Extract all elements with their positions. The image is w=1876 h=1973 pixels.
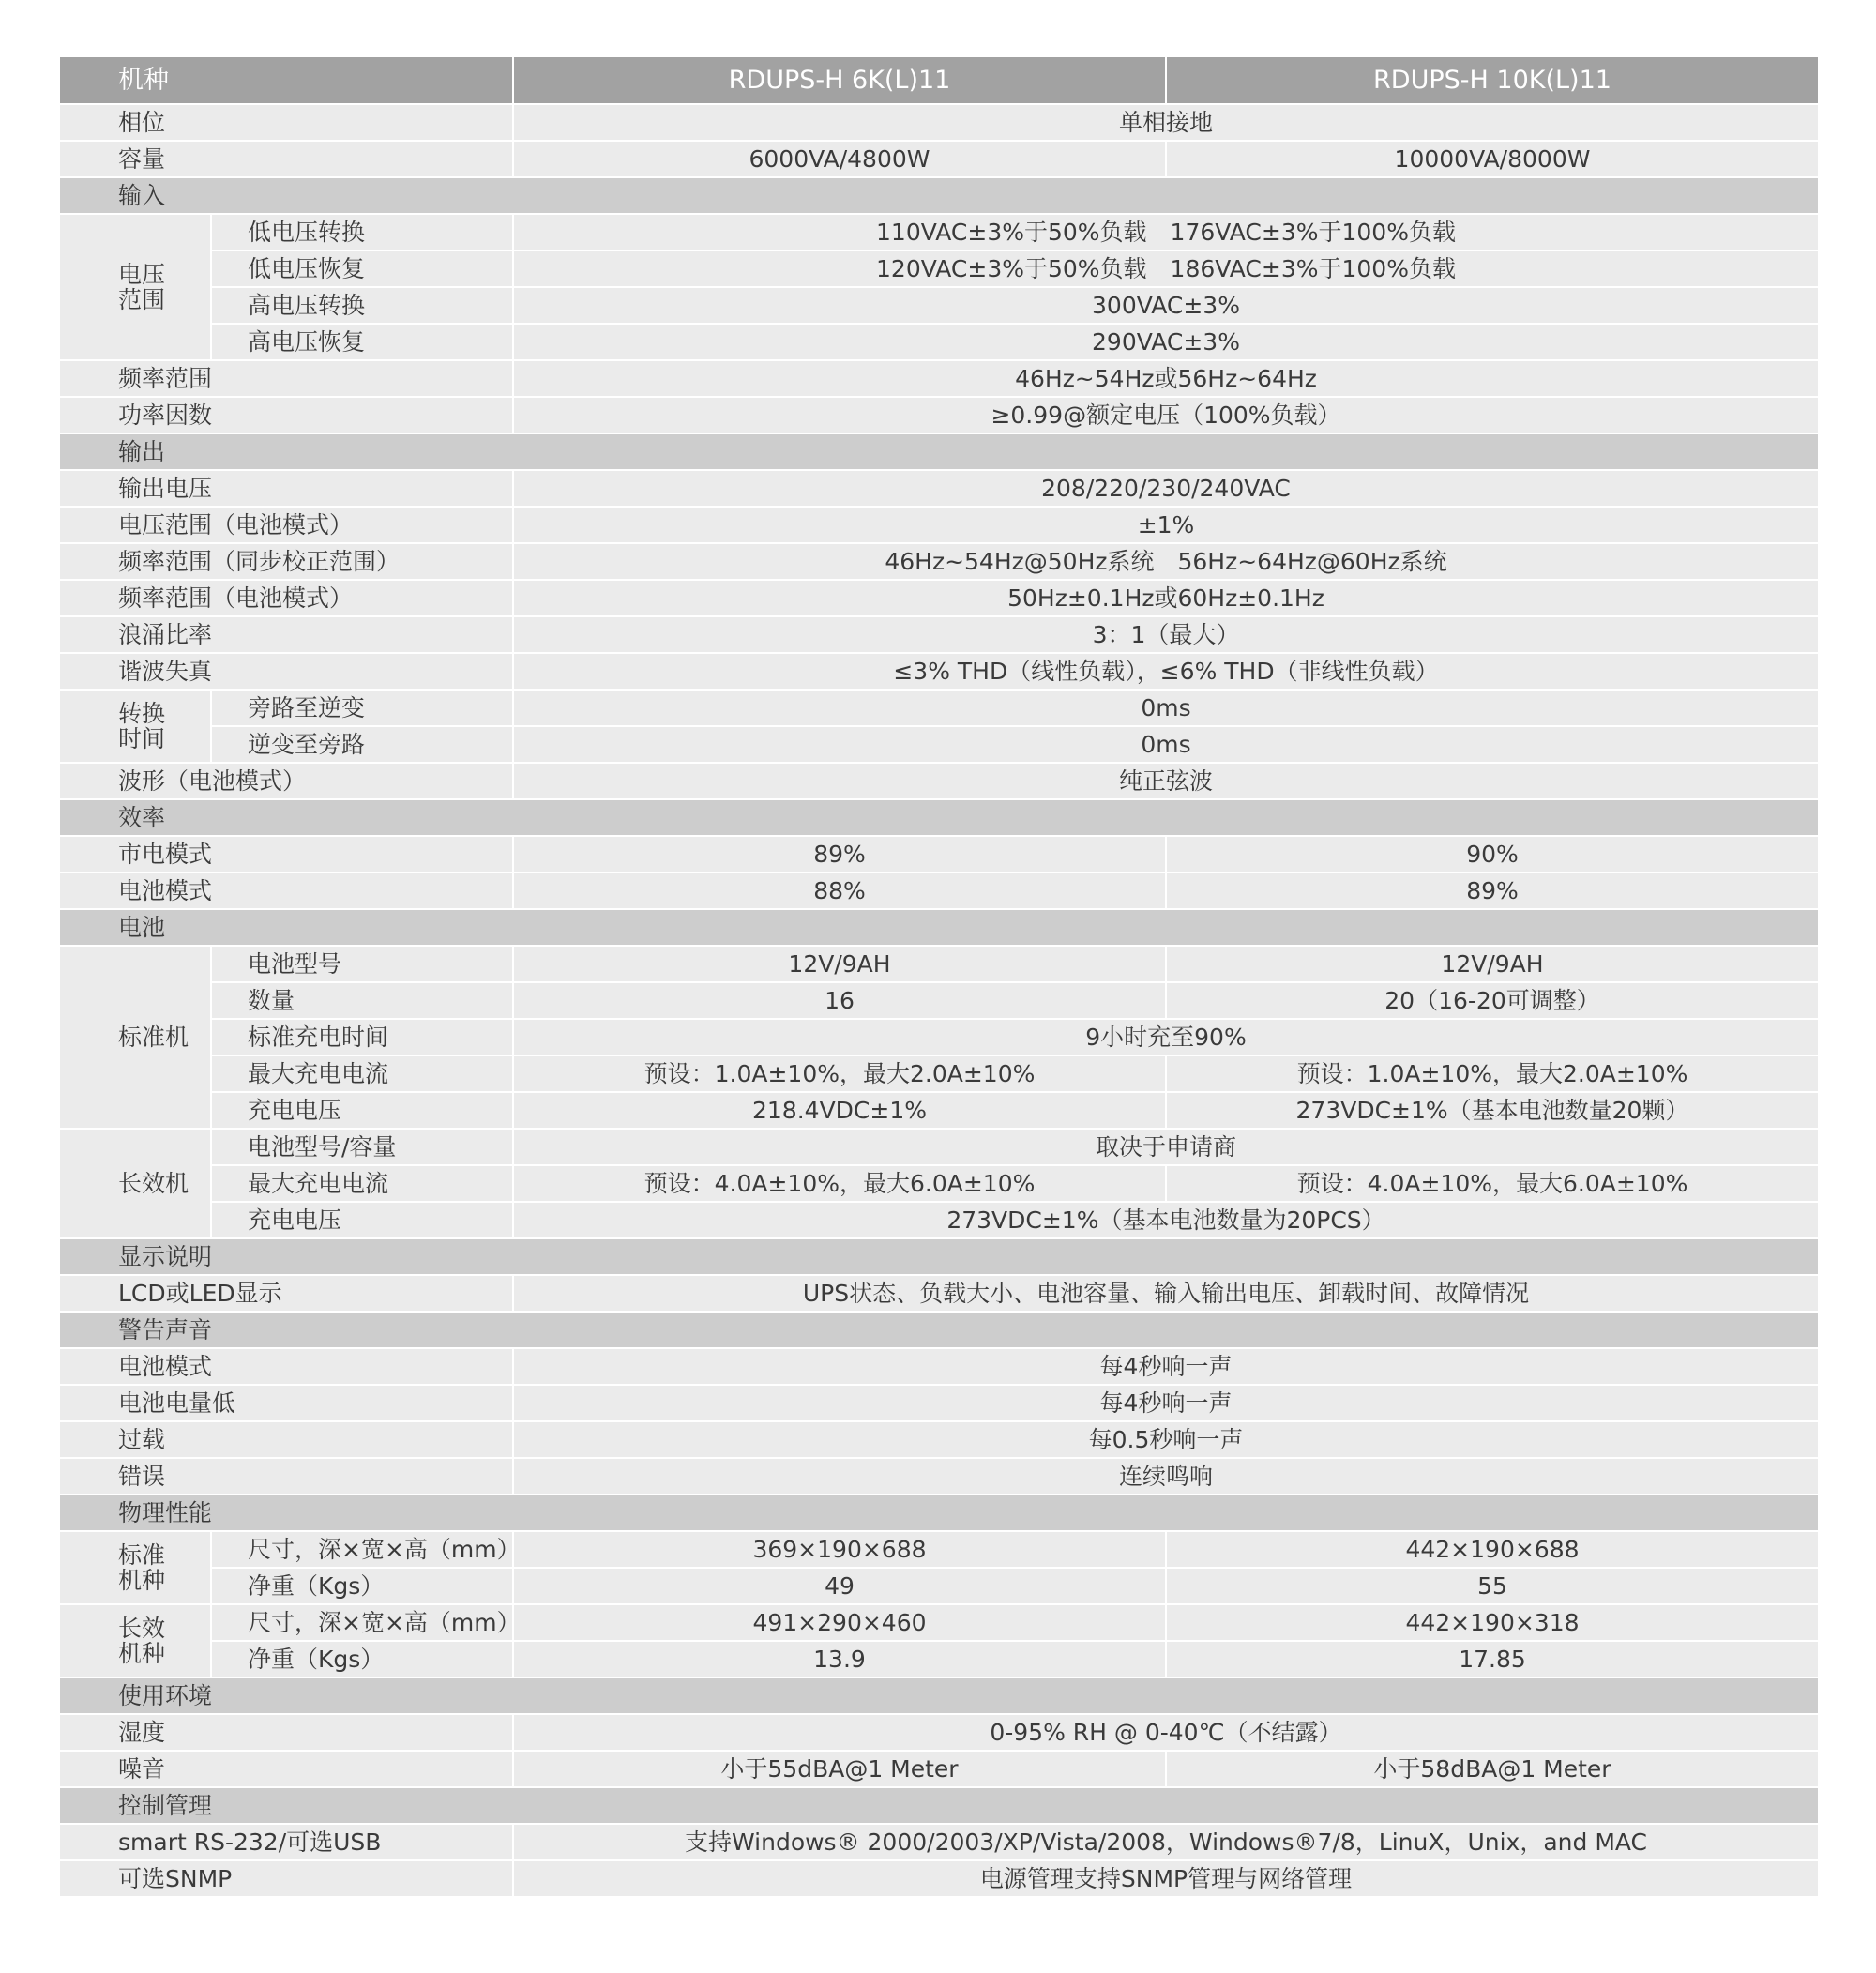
row-label: 电池模式 <box>59 1348 513 1385</box>
table-row <box>59 873 1819 909</box>
table-header-row <box>59 56 1819 104</box>
row-value: 每0.5秒响一声 <box>513 1421 1819 1458</box>
model-b-header: RDUPS-H 10K(L)11 <box>1166 56 1819 104</box>
value-model-b: 273VDC±1%（基本电池数量20颗） <box>1166 1092 1819 1129</box>
row-value: 0-95% RH @ 0-40℃（不结露） <box>513 1714 1819 1751</box>
section-title: 警告声音 <box>59 1312 1819 1348</box>
row-value: ≤3% THD（线性负载），≤6% THD（非线性负载） <box>513 653 1819 690</box>
value-model-a: 预设：1.0A±10%，最大2.0A±10% <box>513 1055 1166 1092</box>
row-label: 低电压转换 <box>211 214 513 250</box>
section-header-battery <box>59 909 1819 946</box>
row-label: 功率因数 <box>59 397 513 433</box>
group-label-long-model: 长效 机种 <box>59 1604 211 1677</box>
row-label: 高电压转换 <box>211 287 513 324</box>
row-value: 300VAC±3% <box>513 287 1819 324</box>
value-model-a: 491×290×460 <box>513 1604 1166 1641</box>
row-label: 净重（Kgs） <box>211 1568 513 1604</box>
section-title: 电池 <box>59 909 1819 946</box>
row-label: 浪涌比率 <box>59 616 513 653</box>
section-header-management <box>59 1787 1819 1824</box>
row-label: 最大充电电流 <box>211 1165 513 1202</box>
value-model-a: 49 <box>513 1568 1166 1604</box>
table-row <box>59 1129 1819 1165</box>
table-row <box>59 1275 1819 1312</box>
table-row <box>59 1751 1819 1787</box>
table-row <box>59 580 1819 616</box>
spec-table <box>58 55 1820 1898</box>
section-header-input <box>59 177 1819 214</box>
table-row <box>59 141 1819 177</box>
table-row <box>59 836 1819 873</box>
row-label: 噪音 <box>59 1751 513 1787</box>
row-label: 市电模式 <box>59 836 513 873</box>
row-value: 9小时充至90% <box>513 1019 1819 1055</box>
group-label-voltage-range: 电压 范围 <box>59 214 211 360</box>
row-value: 290VAC±3% <box>513 324 1819 360</box>
table-row <box>59 690 1819 726</box>
row-label: 湿度 <box>59 1714 513 1751</box>
model-a-header: RDUPS-H 6K(L)11 <box>513 56 1166 104</box>
row-label: 尺寸，深×宽×高（mm） <box>211 1604 513 1641</box>
row-value: UPS状态、负载大小、电池容量、输入输出电压、卸载时间、故障情况 <box>513 1275 1819 1312</box>
row-label: 逆变至旁路 <box>211 726 513 763</box>
table-row <box>59 104 1819 141</box>
value-model-a: 12V/9AH <box>513 946 1166 982</box>
row-value: ±1% <box>513 507 1819 543</box>
row-value: 0ms <box>513 726 1819 763</box>
row-label: 可选SNMP <box>59 1860 513 1897</box>
section-title: 输出 <box>59 433 1819 470</box>
row-label: 电池型号 <box>211 946 513 982</box>
row-label: 谐波失真 <box>59 653 513 690</box>
table-row <box>59 982 1819 1019</box>
value-model-b: 442×190×688 <box>1166 1531 1819 1568</box>
row-value: 46Hz~54Hz或56Hz~64Hz <box>513 360 1819 397</box>
row-label: 电池模式 <box>59 873 513 909</box>
table-row <box>59 1385 1819 1421</box>
table-row <box>59 1348 1819 1385</box>
row-value: 每4秒响一声 <box>513 1348 1819 1385</box>
row-value: 每4秒响一声 <box>513 1385 1819 1421</box>
row-label: 净重（Kgs） <box>211 1641 513 1677</box>
section-header-efficiency <box>59 799 1819 836</box>
table-row <box>59 1019 1819 1055</box>
table-row <box>59 360 1819 397</box>
value-model-b: 90% <box>1166 836 1819 873</box>
table-row <box>59 1421 1819 1458</box>
value-model-b: 17.85 <box>1166 1641 1819 1677</box>
table-row <box>59 1531 1819 1568</box>
value-model-b: 预设：4.0A±10%，最大6.0A±10% <box>1166 1165 1819 1202</box>
row-label: 数量 <box>211 982 513 1019</box>
table-row <box>59 1824 1819 1860</box>
table-row <box>59 1055 1819 1092</box>
table-row <box>59 1458 1819 1495</box>
value-model-a: 88% <box>513 873 1166 909</box>
value-model-a: 89% <box>513 836 1166 873</box>
section-header-environment <box>59 1677 1819 1714</box>
value-model-a: 369×190×688 <box>513 1531 1166 1568</box>
row-value: 3：1（最大） <box>513 616 1819 653</box>
table-row <box>59 214 1819 250</box>
section-header-output <box>59 433 1819 470</box>
table-row <box>59 1714 1819 1751</box>
group-label-transfer-time: 转换 时间 <box>59 690 211 763</box>
section-title: 使用环境 <box>59 1677 1819 1714</box>
section-header-display <box>59 1238 1819 1275</box>
model-header-label: 机种 <box>59 56 513 104</box>
table-row <box>59 726 1819 763</box>
table-row <box>59 1202 1819 1238</box>
value-model-b: 55 <box>1166 1568 1819 1604</box>
section-title: 控制管理 <box>59 1787 1819 1824</box>
row-label: 电压范围（电池模式） <box>59 507 513 543</box>
value-model-b: 10000VA/8000W <box>1166 141 1819 177</box>
table-row <box>59 397 1819 433</box>
value-model-b: 442×190×318 <box>1166 1604 1819 1641</box>
row-value: 50Hz±0.1Hz或60Hz±0.1Hz <box>513 580 1819 616</box>
row-value: ≥0.99@额定电压（100%负载） <box>513 397 1819 433</box>
value-model-a: 13.9 <box>513 1641 1166 1677</box>
row-label: 错误 <box>59 1458 513 1495</box>
section-header-physical <box>59 1495 1819 1531</box>
table-row <box>59 250 1819 287</box>
row-label: 容量 <box>59 141 513 177</box>
section-title: 显示说明 <box>59 1238 1819 1275</box>
row-label: 最大充电电流 <box>211 1055 513 1092</box>
section-header-alarm <box>59 1312 1819 1348</box>
row-value: 110VAC±3%于50%负载 176VAC±3%于100%负载 <box>513 214 1819 250</box>
section-title: 效率 <box>59 799 1819 836</box>
row-label: 频率范围（电池模式） <box>59 580 513 616</box>
value-model-a: 16 <box>513 982 1166 1019</box>
row-value: 单相接地 <box>513 104 1819 141</box>
row-label: 标准充电时间 <box>211 1019 513 1055</box>
row-label: 充电电压 <box>211 1092 513 1129</box>
row-label: 输出电压 <box>59 470 513 507</box>
table-row <box>59 1165 1819 1202</box>
table-row <box>59 470 1819 507</box>
row-label: 尺寸，深×宽×高（mm） <box>211 1531 513 1568</box>
row-label: 电池型号/容量 <box>211 1129 513 1165</box>
row-value: 取决于申请商 <box>513 1129 1819 1165</box>
value-model-a: 预设：4.0A±10%，最大6.0A±10% <box>513 1165 1166 1202</box>
group-label-long: 长效机 <box>59 1129 211 1238</box>
table-row <box>59 763 1819 799</box>
table-row <box>59 616 1819 653</box>
table-row <box>59 1604 1819 1641</box>
group-label-standard-model: 标准 机种 <box>59 1531 211 1604</box>
row-label: 波形（电池模式） <box>59 763 513 799</box>
table-row <box>59 946 1819 982</box>
row-value: 电源管理支持SNMP管理与网络管理 <box>513 1860 1819 1897</box>
row-value: 120VAC±3%于50%负载 186VAC±3%于100%负载 <box>513 250 1819 287</box>
table-row <box>59 543 1819 580</box>
row-label: 频率范围 <box>59 360 513 397</box>
value-model-b: 12V/9AH <box>1166 946 1819 982</box>
table-row <box>59 287 1819 324</box>
row-label: 电池电量低 <box>59 1385 513 1421</box>
table-row <box>59 507 1819 543</box>
row-value: 支持Windows® 2000/2003/XP/Vista/2008，Windows®7/8，LinuX，Unix，and MAC <box>513 1824 1819 1860</box>
row-value: 208/220/230/240VAC <box>513 470 1819 507</box>
row-label: 低电压恢复 <box>211 250 513 287</box>
row-label: 旁路至逆变 <box>211 690 513 726</box>
value-model-a: 218.4VDC±1% <box>513 1092 1166 1129</box>
row-value: 46Hz~54Hz@50Hz系统 56Hz~64Hz@60Hz系统 <box>513 543 1819 580</box>
group-label-standard: 标准机 <box>59 946 211 1129</box>
row-value: 273VDC±1%（基本电池数量为20PCS） <box>513 1202 1819 1238</box>
table-row <box>59 324 1819 360</box>
table-row <box>59 653 1819 690</box>
row-label: smart RS-232/可选USB <box>59 1824 513 1860</box>
table-row <box>59 1641 1819 1677</box>
table-row <box>59 1860 1819 1897</box>
value-model-a: 6000VA/4800W <box>513 141 1166 177</box>
row-label: 相位 <box>59 104 513 141</box>
value-model-b: 20（16-20可调整） <box>1166 982 1819 1019</box>
row-value: 纯正弦波 <box>513 763 1819 799</box>
table-row <box>59 1568 1819 1604</box>
value-model-b: 小于58dBA@1 Meter <box>1166 1751 1819 1787</box>
value-model-b: 预设：1.0A±10%，最大2.0A±10% <box>1166 1055 1819 1092</box>
section-title: 物理性能 <box>59 1495 1819 1531</box>
row-label: 高电压恢复 <box>211 324 513 360</box>
row-label: LCD或LED显示 <box>59 1275 513 1312</box>
value-model-b: 89% <box>1166 873 1819 909</box>
table-row <box>59 1092 1819 1129</box>
section-title: 输入 <box>59 177 1819 214</box>
row-label: 过载 <box>59 1421 513 1458</box>
row-value: 连续鸣响 <box>513 1458 1819 1495</box>
row-label: 充电电压 <box>211 1202 513 1238</box>
row-value: 0ms <box>513 690 1819 726</box>
row-label: 频率范围（同步校正范围） <box>59 543 513 580</box>
value-model-a: 小于55dBA@1 Meter <box>513 1751 1166 1787</box>
